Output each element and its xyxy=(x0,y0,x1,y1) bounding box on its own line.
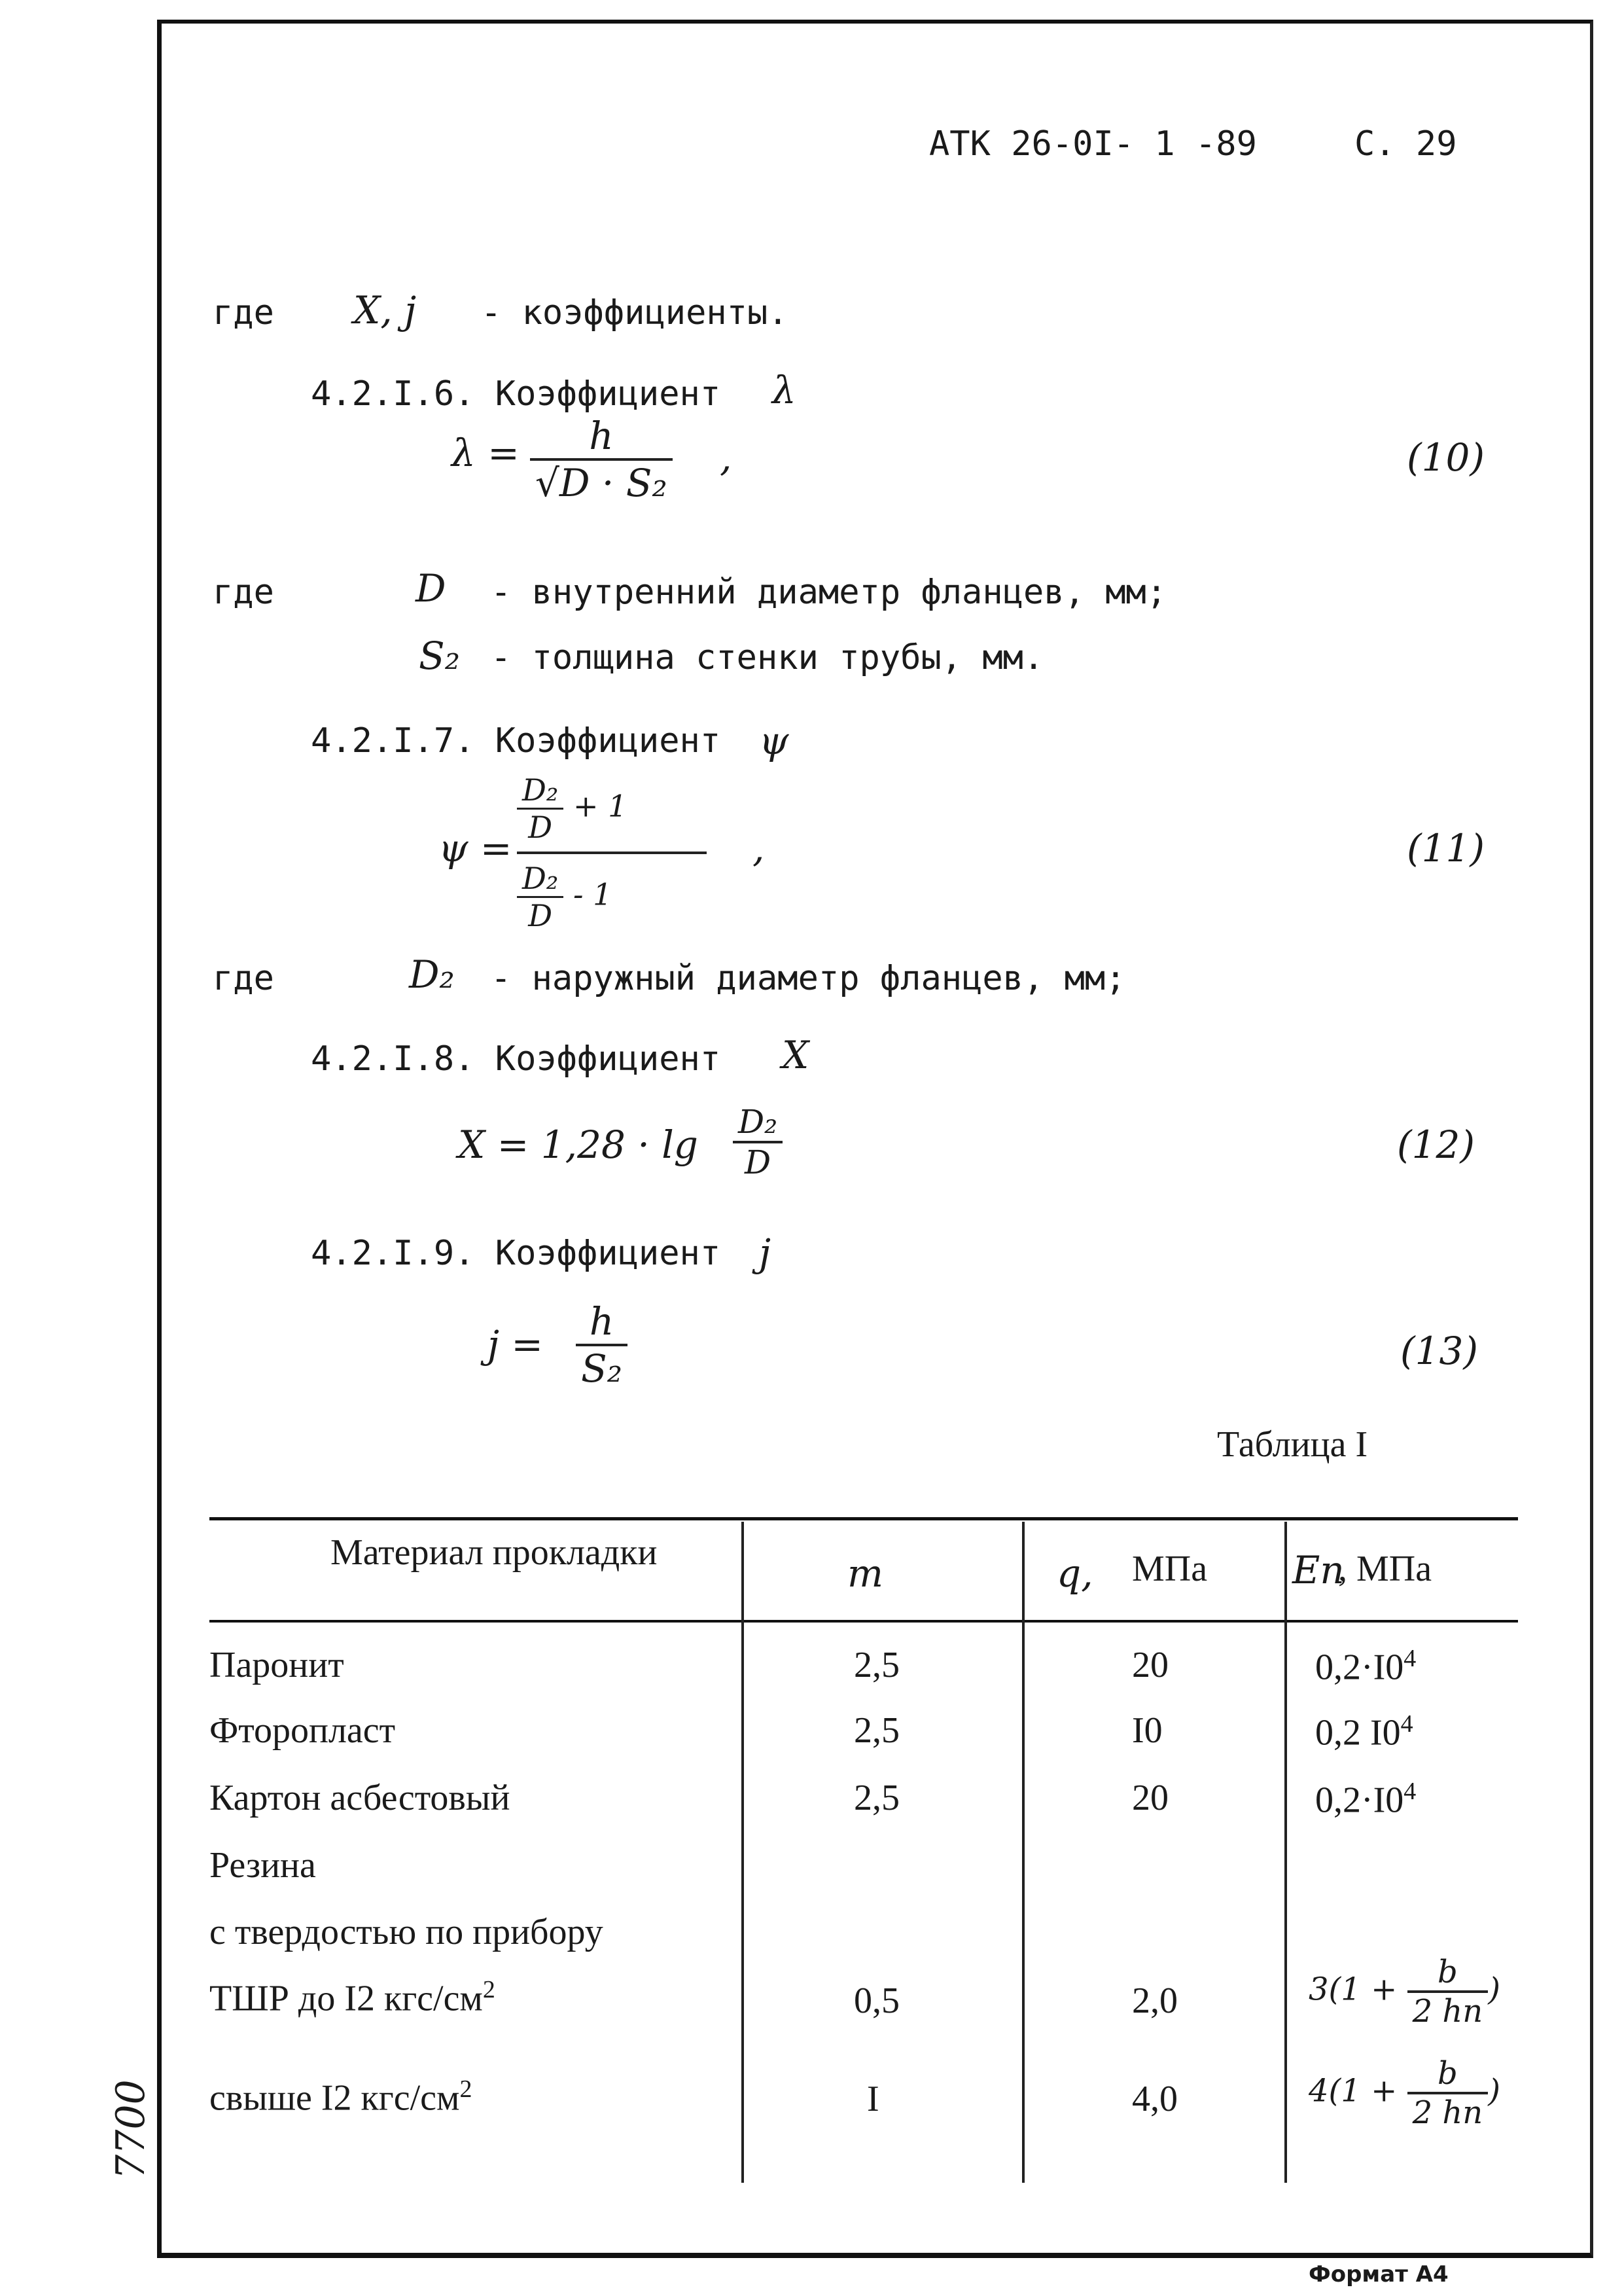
formula-tail: + 1 xyxy=(573,788,627,824)
fraction-denominator: S₂ xyxy=(576,1344,627,1391)
fraction-numerator: D₂ xyxy=(738,1103,778,1141)
e-value: 0,2·I0 xyxy=(1315,1780,1404,1821)
table-cell-material: с твердостью по прибору xyxy=(209,1912,603,1952)
table-cell-material xyxy=(209,1975,495,2020)
fraction-denominator: D xyxy=(733,1141,783,1181)
table-cell-material: Картон асбестовый xyxy=(209,1778,510,1818)
coefficient-symbol: X xyxy=(782,1033,809,1077)
table-cell-q: 20 xyxy=(1132,1645,1169,1685)
fraction-denominator: D xyxy=(517,808,563,845)
section-heading: 4.2.I.8. Коэффициент xyxy=(311,1039,721,1079)
header-q-unit: МПа xyxy=(1132,1549,1208,1589)
table-cell-e xyxy=(1309,1954,1500,2030)
e-coefficient: 3 xyxy=(1309,1971,1329,2008)
fraction-numerator: h xyxy=(589,414,614,458)
footer-format: Формат А4 xyxy=(1309,2261,1449,2287)
column-divider xyxy=(1022,1522,1025,2183)
variable-description: - внутренний диаметр фланцев, мм; xyxy=(491,573,1167,612)
where-label: где xyxy=(213,573,274,612)
table-cell-e xyxy=(1315,1777,1416,1821)
table-cell-q: 2,0 xyxy=(1132,1981,1178,2021)
formula-comma: , xyxy=(720,435,732,480)
fraction-numerator: b xyxy=(1438,2055,1458,2092)
formula-fraction xyxy=(517,772,707,933)
material-text: ТШР до I2 кгс/см xyxy=(209,1978,483,2019)
table-cell-m: 2,5 xyxy=(854,1778,900,1818)
e-exponent: 4 xyxy=(1403,1645,1417,1672)
variable-description: - толщина стенки трубы, мм. xyxy=(491,638,1044,677)
table-cell-m: 2,5 xyxy=(854,1645,900,1685)
variable-symbol: D xyxy=(415,566,446,611)
material-exponent: 2 xyxy=(482,1976,495,2003)
section-heading: 4.2.I.7. Коэффициент xyxy=(311,721,721,761)
column-divider xyxy=(1284,1522,1287,2183)
coefficient-symbol: ψ xyxy=(759,719,789,763)
e-exponent: 4 xyxy=(1403,1778,1417,1805)
header-m: m xyxy=(847,1551,883,1596)
page-number: С. 29 xyxy=(1354,124,1457,164)
fraction-numerator: h xyxy=(589,1299,614,1344)
where-label: где xyxy=(213,959,274,998)
table-header-rule xyxy=(209,1620,1518,1623)
table-cell-material xyxy=(209,2075,472,2119)
variable-description: - наружный диаметр фланцев, мм; xyxy=(491,959,1126,998)
column-divider xyxy=(741,1522,744,2183)
fraction-numerator: D₂ xyxy=(522,861,559,896)
table-top-rule xyxy=(209,1517,1518,1520)
formula-lhs: j = xyxy=(487,1322,544,1367)
material-exponent: 2 xyxy=(459,2075,472,2103)
fraction-numerator: D₂ xyxy=(522,772,559,808)
table-cell-q: I0 xyxy=(1132,1710,1163,1751)
doc-code: АТК 26-0I- 1 -89 xyxy=(929,124,1257,164)
side-number: 7700 xyxy=(108,2079,154,2179)
e-close: ) xyxy=(1488,2072,1500,2109)
section-heading: 4.2.I.9. Коэффициент xyxy=(311,1234,721,1273)
variable-symbol: S₂ xyxy=(419,634,460,678)
e-close: ) xyxy=(1488,1971,1500,2008)
formula-tail: - 1 xyxy=(573,876,612,912)
fraction-numerator: b xyxy=(1438,1954,1458,1990)
table-caption: Таблица I xyxy=(1217,1424,1368,1465)
coefficient-symbol: λ xyxy=(772,368,796,412)
equation-number: (10) xyxy=(1407,435,1485,480)
table-cell-material: Резина xyxy=(209,1845,316,1886)
fraction-denominator: √D · S₂ xyxy=(530,458,673,505)
variable-symbol: D₂ xyxy=(409,952,455,997)
e-coefficient: 4 xyxy=(1309,2072,1329,2109)
formula-fraction xyxy=(530,414,673,505)
table-cell-q: 4,0 xyxy=(1132,2079,1178,2119)
table-cell-q: 20 xyxy=(1132,1778,1169,1818)
formula-lhs: ψ = xyxy=(438,826,512,870)
table-cell-m: 0,5 xyxy=(854,1981,900,2021)
header-material: Материал прокладки xyxy=(330,1532,658,1573)
where-text: - коэффициенты. xyxy=(481,293,788,332)
fraction-denominator: D xyxy=(517,896,563,933)
table-cell-m: I xyxy=(867,2079,879,2119)
formula-fraction xyxy=(576,1299,627,1391)
e-open: (1 + xyxy=(1328,1971,1398,2008)
formula-lhs: λ = xyxy=(451,431,520,475)
e-open: (1 + xyxy=(1328,2072,1398,2109)
header-q-symbol: q, xyxy=(1057,1551,1093,1596)
e-exponent: 4 xyxy=(1400,1710,1413,1738)
table-cell-material: Паронит xyxy=(209,1645,344,1685)
header-e-unit: , МПа xyxy=(1338,1549,1432,1589)
coefficient-symbol: j xyxy=(759,1230,771,1275)
formula-comma: , xyxy=(752,826,765,870)
fraction-denominator: 2 hп xyxy=(1407,1990,1489,2030)
section-heading: 4.2.I.6. Коэффициент xyxy=(311,374,721,414)
table-cell-e xyxy=(1315,1644,1416,1689)
e-value: 0,2·I0 xyxy=(1315,1647,1404,1688)
equation-number: (11) xyxy=(1407,826,1485,870)
header-e-symbol: Eп xyxy=(1292,1548,1345,1592)
table-cell-m: 2,5 xyxy=(854,1710,900,1751)
fraction-denominator: 2 hп xyxy=(1407,2092,1489,2131)
table-cell-material: Фторопласт xyxy=(209,1710,396,1751)
table-cell-e xyxy=(1309,2055,1500,2131)
material-text: свыше I2 кгс/см xyxy=(209,2077,460,2119)
equation-number: (13) xyxy=(1400,1329,1479,1373)
where-symbols: 𝑋, j xyxy=(353,288,417,332)
e-value: 0,2 I0 xyxy=(1315,1712,1401,1753)
table-cell-e xyxy=(1315,1710,1413,1754)
formula-fraction xyxy=(733,1103,783,1181)
formula-lhs: X = 1,28 · lg xyxy=(458,1122,698,1167)
where-label: где xyxy=(213,293,274,332)
equation-number: (12) xyxy=(1397,1122,1475,1167)
